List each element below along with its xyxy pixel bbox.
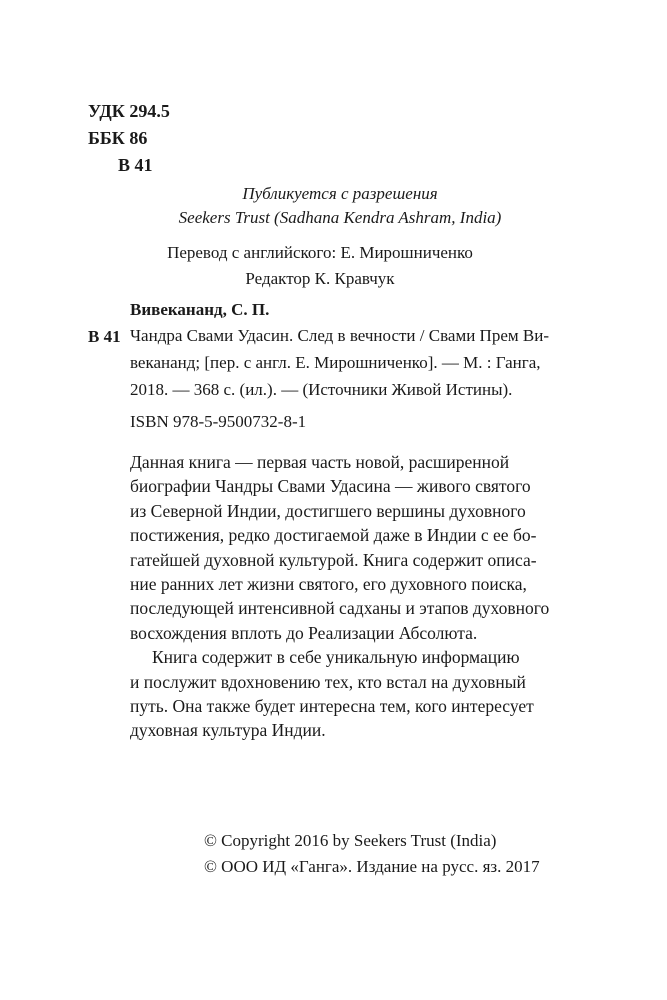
annotation-line: гатейшей духовной культурой. Книга содержит описа- <box>130 549 537 570</box>
bibliographic-description <box>130 322 590 403</box>
annotation-line: из Северной Индии, достигшего вершины духовного <box>130 500 526 521</box>
annotation-line: ние ранних лет жизни святого, его духовного поиска, <box>130 574 527 595</box>
editor-credit: Редактор К. Кравчук <box>245 269 395 288</box>
udk-code: УДК 294.5 <box>88 101 170 121</box>
author-heading: Вивекананд, С. П. <box>130 300 270 319</box>
annotation-line: восхождения вплоть до Реализации Абсолюта. <box>130 622 478 643</box>
annotation-line: духовная культура Индии. <box>130 720 326 741</box>
annotation-line: постижения, редко достигаемой даже в Индии с ее бо- <box>130 525 537 546</box>
annotation-line: Книга содержит в себе уникальную информацию <box>152 647 520 668</box>
annotation <box>130 450 600 743</box>
publication-permission <box>160 182 520 230</box>
biblio-line: 2018. — 368 с. (ил.). — (Источники Живой Истины). <box>130 380 513 399</box>
isbn: ISBN 978-5-9500732-8-1 <box>130 412 307 431</box>
biblio-line: Чандра Свами Удасин. След в вечности / Свами Прем Ви- <box>130 326 549 345</box>
bbk-code: ББК 86 <box>88 128 148 148</box>
credits <box>120 240 520 292</box>
permission-holder: Seekers Trust (Sadhana Kendra Ashram, India) <box>178 208 502 227</box>
copyright-line: © Copyright 2016 by Seekers Trust (India) <box>204 831 497 850</box>
annotation-line: последующей интенсивной садханы и этапов духовного <box>130 598 550 619</box>
annotation-line: Данная книга — первая часть новой, расширенной <box>130 452 510 472</box>
copyright-line: © ООО ИД «Ганга». Издание на русс. яз. 2017 <box>204 857 540 876</box>
permission-line: Публикуется с разрешения <box>242 184 438 203</box>
annotation-line: и послужит вдохновению тех, кто встал на духовный <box>130 671 526 692</box>
biblio-line: векананд; [пер. с англ. Е. Мирошниченко]. — М. : Ганга, <box>130 353 541 372</box>
author-sign: В 41 <box>118 155 153 175</box>
translator-credit: Перевод с английского: Е. Мирошниченко <box>167 243 473 262</box>
bibliographic-code: В 41 <box>88 327 121 346</box>
annotation-line: путь. Она также будет интересна тем, кого интересует <box>130 696 534 717</box>
copyright-block <box>204 828 540 880</box>
annotation-line: биографии Чандры Свами Удасина — живого святого <box>130 476 531 497</box>
classification-block <box>88 98 170 179</box>
